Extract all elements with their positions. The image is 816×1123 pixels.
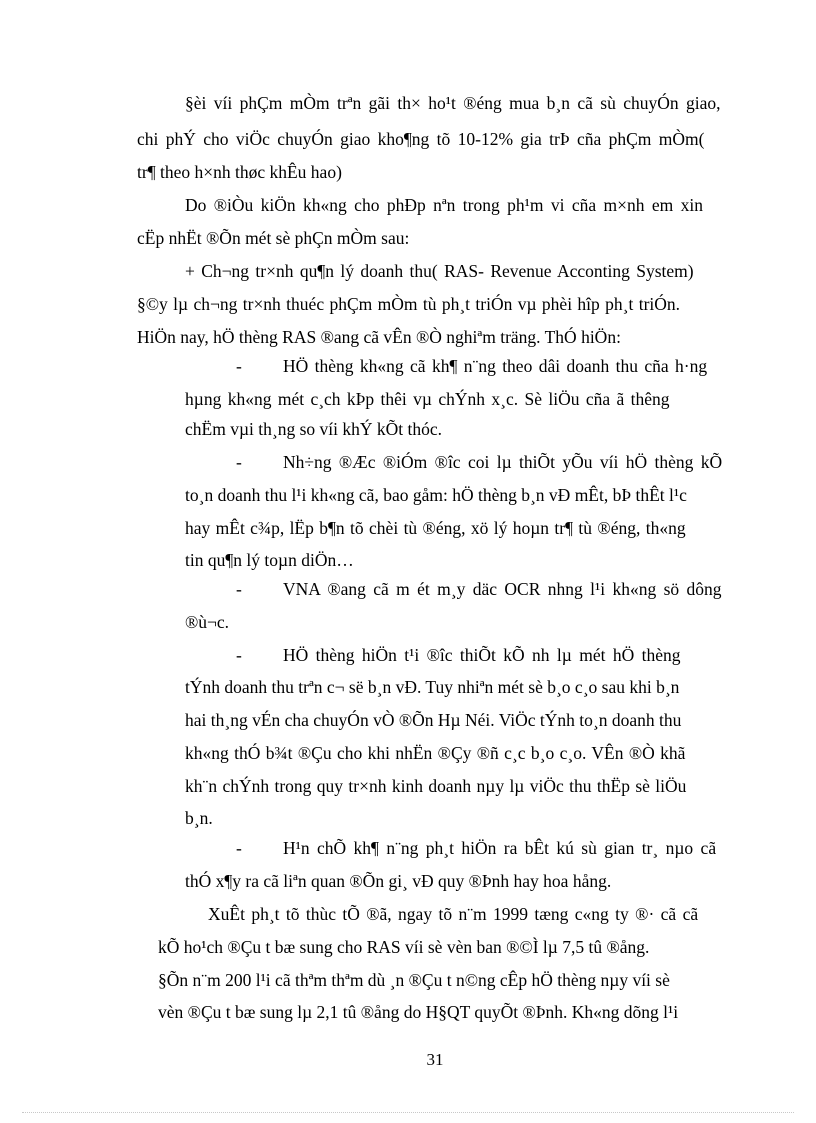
text-line: hay mÊt c¾p, lËp b¶n tõ chèi tù ®éng, xö lý hoµn tr¶ tù ®éng, th«ng bbox=[185, 518, 686, 538]
list-bullet: - bbox=[236, 356, 242, 376]
text-line: kÕ ho¹ch ®Çu t bæ sung cho RAS víi sè vèn ban ®©Ì lµ 7,5 tû ®ång. bbox=[158, 937, 650, 957]
text-line: XuÊt ph¸t tõ thùc tÕ ®ã, ngay tõ n¨m 1999 tæng c«ng ty ®· cã cã bbox=[208, 904, 699, 924]
text-line: tÝnh doanh thu trªn c¬ së b¸n vÐ. Tuy nhiªn mét sè b¸o c¸o sau khi b¸n bbox=[185, 677, 680, 697]
text-line: §Õn n¨m 200 l¹i cã thªm thªm dù ¸n ®Çu t n©ng cÊp hÖ thèng nµy víi sè bbox=[158, 970, 670, 990]
text-line: hµng kh«ng mét c¸ch kÞp thêi vµ chÝnh x¸c. Sè liÖu cña ã thêng bbox=[185, 389, 670, 409]
page-bottom-divider bbox=[22, 1112, 794, 1113]
text-line: chi phÝ cho viÖc chuyÓn giao kho¶ng tõ 10-12% gia trÞ cña phÇm mÒm( bbox=[137, 129, 705, 149]
page-number: 31 bbox=[426, 1050, 444, 1069]
list-bullet: - bbox=[236, 579, 242, 599]
list-bullet: - bbox=[236, 645, 242, 665]
text-line: + Ch¬ng tr×nh qu¶n lý doanh thu( RAS- Revenue Acconting System) bbox=[185, 261, 694, 281]
text-line: Do ®iÒu kiÖn kh«ng cho phÐp nªn trong ph¹m vi cña m×nh em xin bbox=[185, 195, 703, 215]
text-line: thÓ x¶y ra cã liªn quan ®Õn gi¸ vÐ quy ®Þnh hay hoa hång. bbox=[185, 871, 612, 891]
text-line: tin qu¶n lý toµn diÖn… bbox=[185, 550, 354, 570]
text-line: kh«ng thÓ b¾t ®Çu cho khi nhËn ®Çy ®ñ c¸c b¸o c¸o. VÊn ®Ò khã bbox=[185, 743, 686, 763]
text-line: Nh÷ng ®Æc ®iÓm ®îc coi lµ thiÕt yÕu víi hÖ thèng kÕ bbox=[283, 452, 723, 472]
text-line: HÖ thèng kh«ng cã kh¶ n¨ng theo dâi doanh thu cña h·ng bbox=[283, 356, 708, 376]
text-line: chËm vµi th¸ng so víi khÝ kÕt thóc. bbox=[185, 419, 443, 439]
text-line: hai th¸ng vÉn cha chuyÓn vÒ ®Õn Hµ Néi. ViÖc tÝnh to¸n doanh thu bbox=[185, 710, 682, 730]
text-line: ®ù¬c. bbox=[185, 612, 230, 632]
text-line: kh¨n chÝnh trong quy tr×nh kinh doanh nµy lµ viÖc thu thËp sè liÖu bbox=[185, 776, 687, 796]
text-line: cËp nhËt ®Õn mét sè phÇn mÒm sau: bbox=[137, 228, 410, 248]
text-line: §èi víi phÇm mÒm trªn gãi th× ho¹t ®éng mua b¸n cã sù chuyÓn giao, bbox=[185, 93, 721, 113]
text-line: tr¶ theo h×nh thøc khÊu hao) bbox=[137, 162, 342, 182]
text-line: HiÖn nay, hÖ thèng RAS ®ang cã vÊn ®Ò nghiªm träng. ThÓ hiÖn: bbox=[137, 327, 621, 347]
text-line: vèn ®Çu t bæ sung lµ 2,1 tû ®ång do H§QT quyÕt ®Þnh. Kh«ng dõng l¹i bbox=[158, 1002, 679, 1022]
text-line: to¸n doanh thu l¹i kh«ng cã, bao gåm: hÖ thèng b¸n vÐ mÊt, bÞ thÊt l¹c bbox=[185, 485, 687, 505]
text-line: §©y lµ ch¬ng tr×nh thuéc phÇm mÒm tù ph¸t triÓn vµ phèi hîp ph¸t triÓn. bbox=[137, 294, 681, 314]
text-line: b¸n. bbox=[185, 808, 213, 828]
list-bullet: - bbox=[236, 838, 242, 858]
text-line: VNA ®ang cã m ét m¸y däc OCR nhng l¹i kh«ng sö dông bbox=[283, 579, 722, 599]
text-line: HÖ thèng hiÖn t¹i ®îc thiÕt kÕ nh lµ mét hÖ thèng bbox=[283, 645, 681, 665]
list-bullet: - bbox=[236, 452, 242, 472]
text-line: H¹n chÕ kh¶ n¨ng ph¸t hiÖn ra bÊt kú sù gian tr¸ nµo cã bbox=[283, 838, 717, 858]
